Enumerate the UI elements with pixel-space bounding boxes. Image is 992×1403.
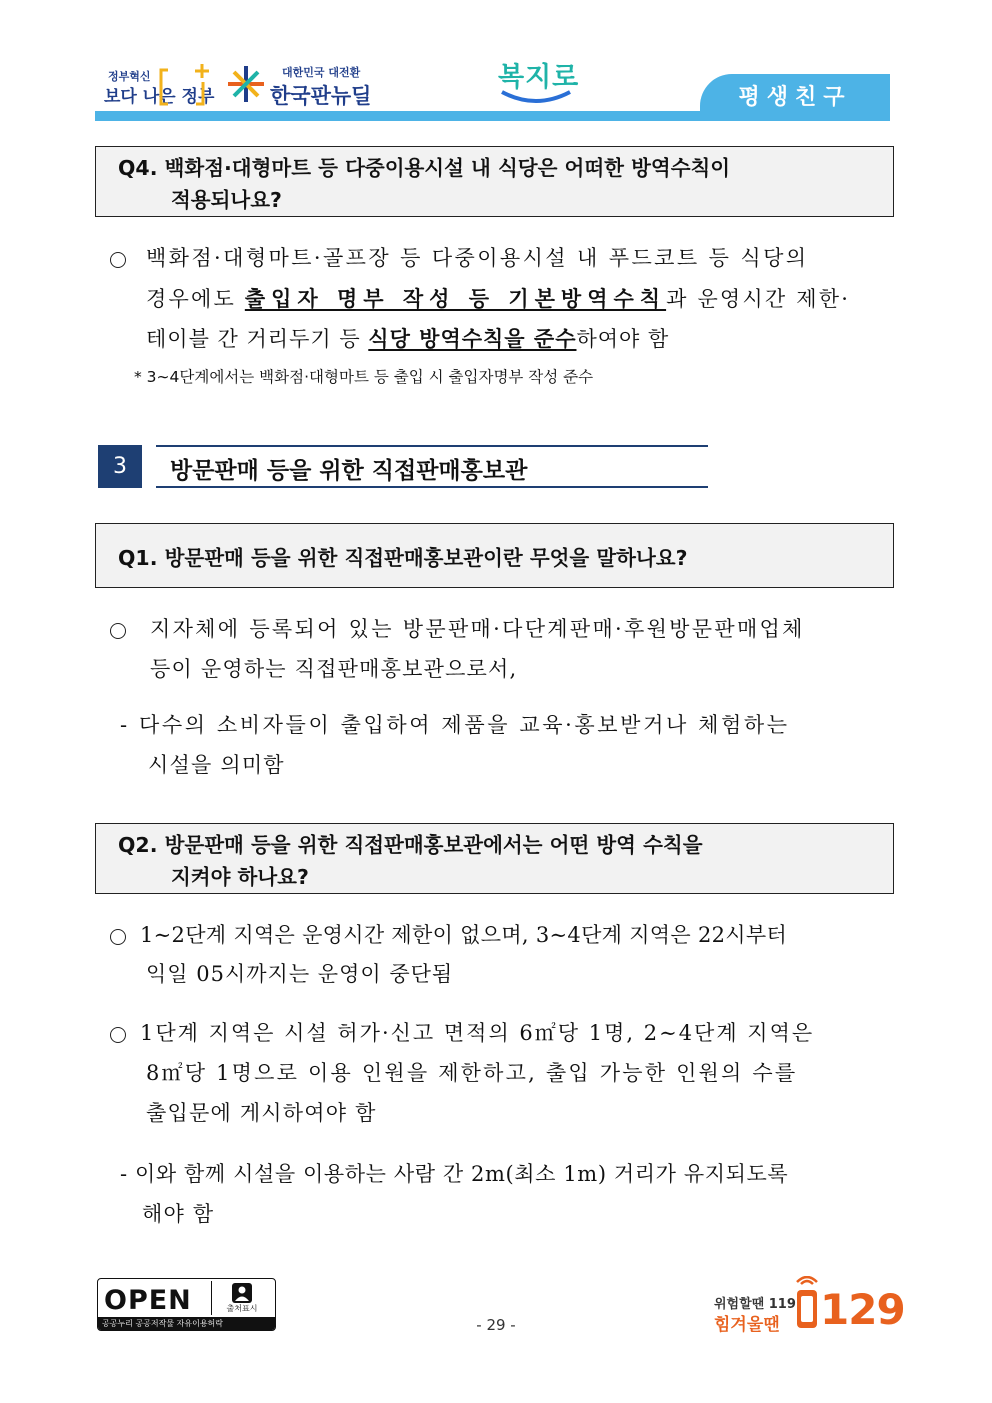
answer-q4-line3 bbox=[146, 329, 669, 350]
gov-slogan-big: 보다 나은 정부 bbox=[104, 87, 215, 107]
hotline-label: 힘겨울땐 bbox=[714, 1315, 780, 1335]
answer-q1-dash-line2: 시설을 의미함 bbox=[148, 753, 285, 777]
question-box-q2 bbox=[95, 823, 894, 894]
question-q2-line2: 지켜야 하나요? bbox=[171, 865, 309, 889]
answer-q4-line2-c: 과 운영시간 제한· bbox=[666, 287, 851, 311]
answer-q4-note: * 3∼4단계에서는 백화점·대형마트 등 출입 시 출입자명부 작성 준수 bbox=[134, 368, 594, 386]
header-rule bbox=[95, 111, 890, 121]
answer-q4-line2-emphasis: 출입자 명부 작성 등 기본방역수칙 bbox=[244, 287, 667, 311]
newdeal-logo-icon bbox=[226, 64, 266, 104]
question-q4-line1: Q4. 백화점·대형마트 등 다중이용시설 내 식당은 어떠한 방역수칙이 bbox=[118, 156, 731, 180]
hotline-119-text: 위험할땐 119 bbox=[714, 1297, 796, 1312]
answer-q1-line2: 등이 운영하는 직접판매홍보관으로서, bbox=[150, 657, 518, 681]
open-word: OPEN bbox=[104, 1285, 192, 1316]
bokjiro-logo: 복지로 bbox=[498, 62, 580, 93]
bullet-circle-icon bbox=[110, 623, 126, 639]
bullet-circle-icon bbox=[110, 252, 126, 268]
gov-slogan-small: 정부혁신 bbox=[108, 70, 151, 83]
answer-q2-dash-line1: - 이와 함께 시설을 이용하는 사람 간 2m(최소 1m) 거리가 유지되도록 bbox=[120, 1162, 789, 1186]
bokjiro-smile-icon bbox=[500, 88, 572, 106]
question-q4-line2: 적용되나요? bbox=[171, 188, 282, 212]
answer-q4-line3-c: 하여야 함 bbox=[576, 327, 670, 351]
hotline-129-number: 129 bbox=[820, 1285, 905, 1334]
section-title: 방문판매 등을 위한 직접판매홍보관 bbox=[170, 458, 528, 484]
answer-q2-area-line1: 1단계 지역은 시설 허가·신고 면적의 6㎡당 1명, 2∼4단계 지역은 bbox=[140, 1021, 815, 1045]
answer-q2-line2: 익일 05시까지는 운영이 중단됨 bbox=[146, 962, 454, 986]
answer-q4-line3-a: 테이블 간 거리두기 등 bbox=[146, 327, 369, 351]
answer-q2-area-line3: 출입문에 게시하여야 함 bbox=[146, 1101, 377, 1125]
attribution-label: 출처표시 bbox=[226, 1304, 258, 1313]
section-number: 3 bbox=[98, 445, 142, 488]
newdeal-title: 한국판뉴딜 bbox=[270, 84, 372, 108]
answer-q2-dash-line2: 해야 함 bbox=[142, 1202, 215, 1226]
page-number: - 29 - bbox=[476, 1316, 516, 1334]
answer-q1-line1: 지자체에 등록되어 있는 방문판매·다단계판매·후원방문판매업체 bbox=[150, 617, 805, 641]
answer-q1-dash-line1: - 다수의 소비자들이 출입하여 제품을 교육·홍보받거나 체험하는 bbox=[120, 713, 790, 737]
question-box-q4 bbox=[95, 146, 894, 217]
newdeal-slogan-small: 대한민국 대전환 bbox=[282, 66, 361, 79]
answer-q4-line1: 백화점·대형마트·골프장 등 다중이용시설 내 푸드코트 등 식당의 bbox=[146, 246, 809, 270]
answer-q4-line2-a: 경우에도 bbox=[146, 287, 245, 311]
bullet-circle-icon bbox=[110, 1027, 126, 1043]
question-box-q1 bbox=[95, 523, 894, 588]
question-q2-line1: Q2. 방문판매 등을 위한 직접판매홍보관에서는 어떤 방역 수칙을 bbox=[118, 833, 703, 857]
answer-q2-area-line2: 8㎡당 1명으로 이용 인원을 제한하고, 출입 가능한 인원의 수를 bbox=[146, 1061, 798, 1085]
lifelong-friend-tab: 평생친구 bbox=[700, 74, 890, 121]
question-q1-line1: Q1. 방문판매 등을 위한 직접판매홍보관이란 무엇을 말하나요? bbox=[118, 546, 688, 570]
answer-q4-line3-emphasis: 식당 방역수칙을 준수 bbox=[368, 327, 577, 351]
answer-q4-line2 bbox=[146, 289, 850, 310]
answer-q2-line1: 1∼2단계 지역은 운영시간 제한이 없으며, 3∼4단계 지역은 22시부터 bbox=[140, 923, 788, 947]
person-icon bbox=[230, 1283, 254, 1303]
gov-bracket-icon bbox=[158, 62, 210, 110]
bullet-circle-icon bbox=[110, 929, 126, 945]
attribution-badge bbox=[211, 1281, 272, 1315]
open-license-strip: 공공누리 공공저작물 자유이용허락 bbox=[98, 1317, 276, 1330]
phone-icon bbox=[793, 1276, 821, 1332]
header bbox=[0, 0, 992, 125]
